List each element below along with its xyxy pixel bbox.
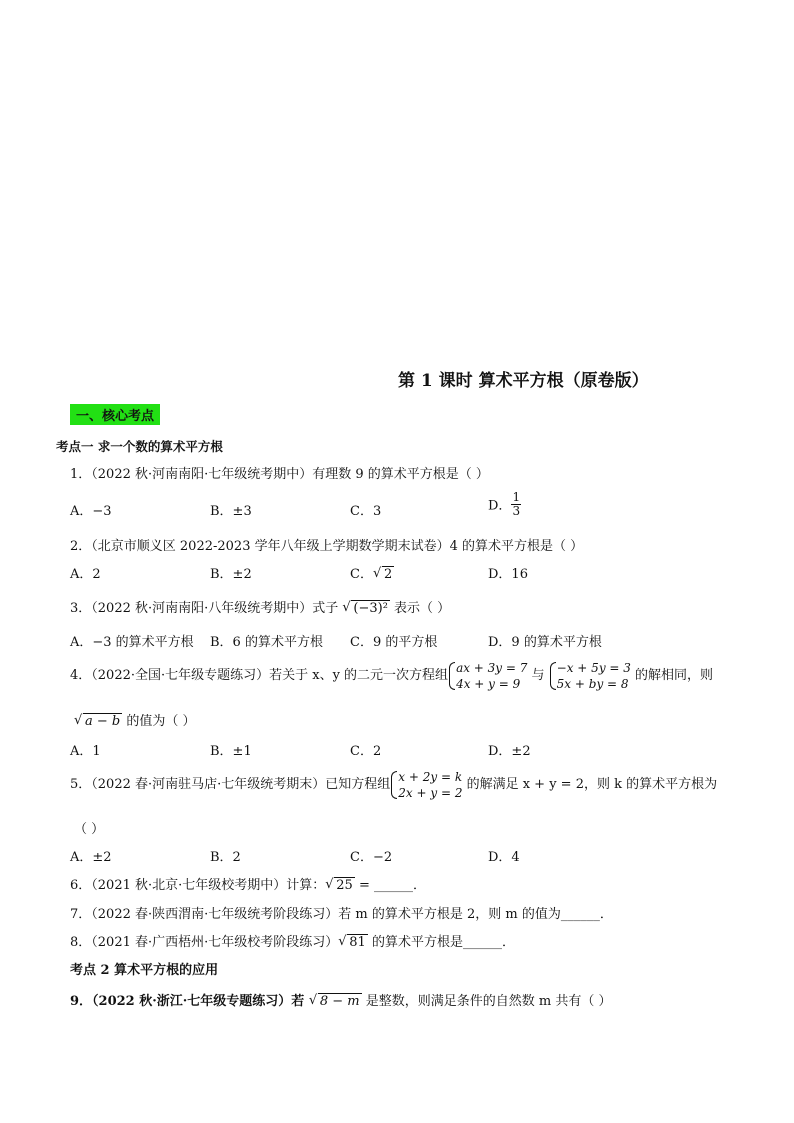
q5-option-a: A．±2 (70, 850, 112, 865)
sqrt-expression: √ 25 (325, 878, 355, 893)
q2-option-d: D．16 (488, 567, 528, 582)
q5-option-d: D．4 (488, 850, 520, 865)
q3-option-a: A．−3 的算术平方根 (70, 635, 194, 650)
sqrt-expression: √ a − b (74, 714, 122, 729)
q5-option-b: B．2 (210, 850, 241, 865)
equation-system: x + 2y = k 2x + y = 2 (390, 769, 462, 801)
q3-option-d: D．9 的算术平方根 (488, 635, 602, 650)
sqrt-expression: √ 81 (338, 935, 368, 950)
q2-option-a: A．2 (70, 567, 101, 582)
sqrt-expression: √ 8 − m (309, 994, 362, 1009)
question-6-stem: 6．（2021 秋·北京·七年级校考期中）计算：√ 25 = ______． (70, 874, 426, 893)
section-heading: 一、核心考点 (70, 404, 160, 425)
sqrt-expression: √ 2 (373, 567, 394, 582)
equation-system-2: −x + 5y = 3 5x + by = 8 (549, 660, 631, 692)
q4-option-c: C．2 (350, 744, 382, 759)
topic-heading-1: 考点一 求一个数的算术平方根 (56, 439, 223, 454)
topic-heading-2: 考点 2 算术平方根的应用 (70, 963, 219, 978)
q4-option-d: D．±2 (488, 744, 531, 759)
q2-option-b: B．±2 (210, 567, 252, 582)
q4-option-a: A．1 (70, 744, 101, 759)
q5-option-c: C．−2 (350, 850, 393, 865)
question-5-line2: （ ） (74, 822, 105, 837)
question-4-stem: 4．（2022·全国·七年级专题练习）若关于 x、y 的二元一次方程组 ax + 3y = 7 4x + y = 9 与 −x + 5y = 3 5x + by = 8 的解相同，则 (70, 660, 714, 691)
q3-option-c: C．9 的平方根 (350, 635, 438, 650)
page-title: 第 1 课时 算术平方根（原卷版） (398, 371, 649, 391)
q2-option-c: C．√ 2 (350, 563, 394, 582)
equation-system-1: ax + 3y = 7 4x + y = 9 (448, 660, 527, 692)
q4-option-b: B．±1 (210, 744, 252, 759)
q1-option-a: A．−3 (70, 504, 112, 519)
q1-option-c: C．3 (350, 504, 382, 519)
question-4-line2: √ a − b 的值为（ ） (74, 710, 196, 729)
question-9-stem: 9．（2022 秋·浙江·七年级专题练习）若 √ 8 − m 是整数，则满足条件的自然数 m 共有（ ） (70, 990, 611, 1009)
q1-option-b: B．±3 (210, 504, 252, 519)
question-7-stem: 7．（2022 春·陕西渭南·七年级统考阶段练习）若 m 的算术平方根是 2，则 m 的值为______． (70, 907, 613, 922)
question-3-stem: 3．（2022 秋·河南南阳·八年级统考期中）式子 √ (−3)² 表示（ ） (70, 597, 450, 616)
q1-option-d: D． $\frac{1}{3}$ (488, 490, 521, 518)
question-8-stem: 8．（2021 春·广西梧州·七年级校考阶段练习）√ 81 的算术平方根是______． (70, 931, 515, 950)
question-2-stem: 2．（北京市顺义区 2022-2023 学年八年级上学期数学期末试卷）4 的算术平方根是（ ） (70, 539, 584, 554)
fraction: $\frac{1}{3}$ (512, 490, 521, 518)
question-5-stem: 5．（2022 春·河南驻马店·七年级统考期末）已知方程组 x + 2y = k 2x + y = 2 的解满足 x + y = 2，则 k 的算术平方根为 (70, 769, 718, 800)
question-1-stem: 1．（2022 秋·河南南阳·七年级统考期中）有理数 9 的算术平方根是（ ） (70, 467, 489, 482)
sqrt-expression: √ (−3)² (342, 601, 390, 616)
q3-option-b: B．6 的算术平方根 (210, 635, 323, 650)
